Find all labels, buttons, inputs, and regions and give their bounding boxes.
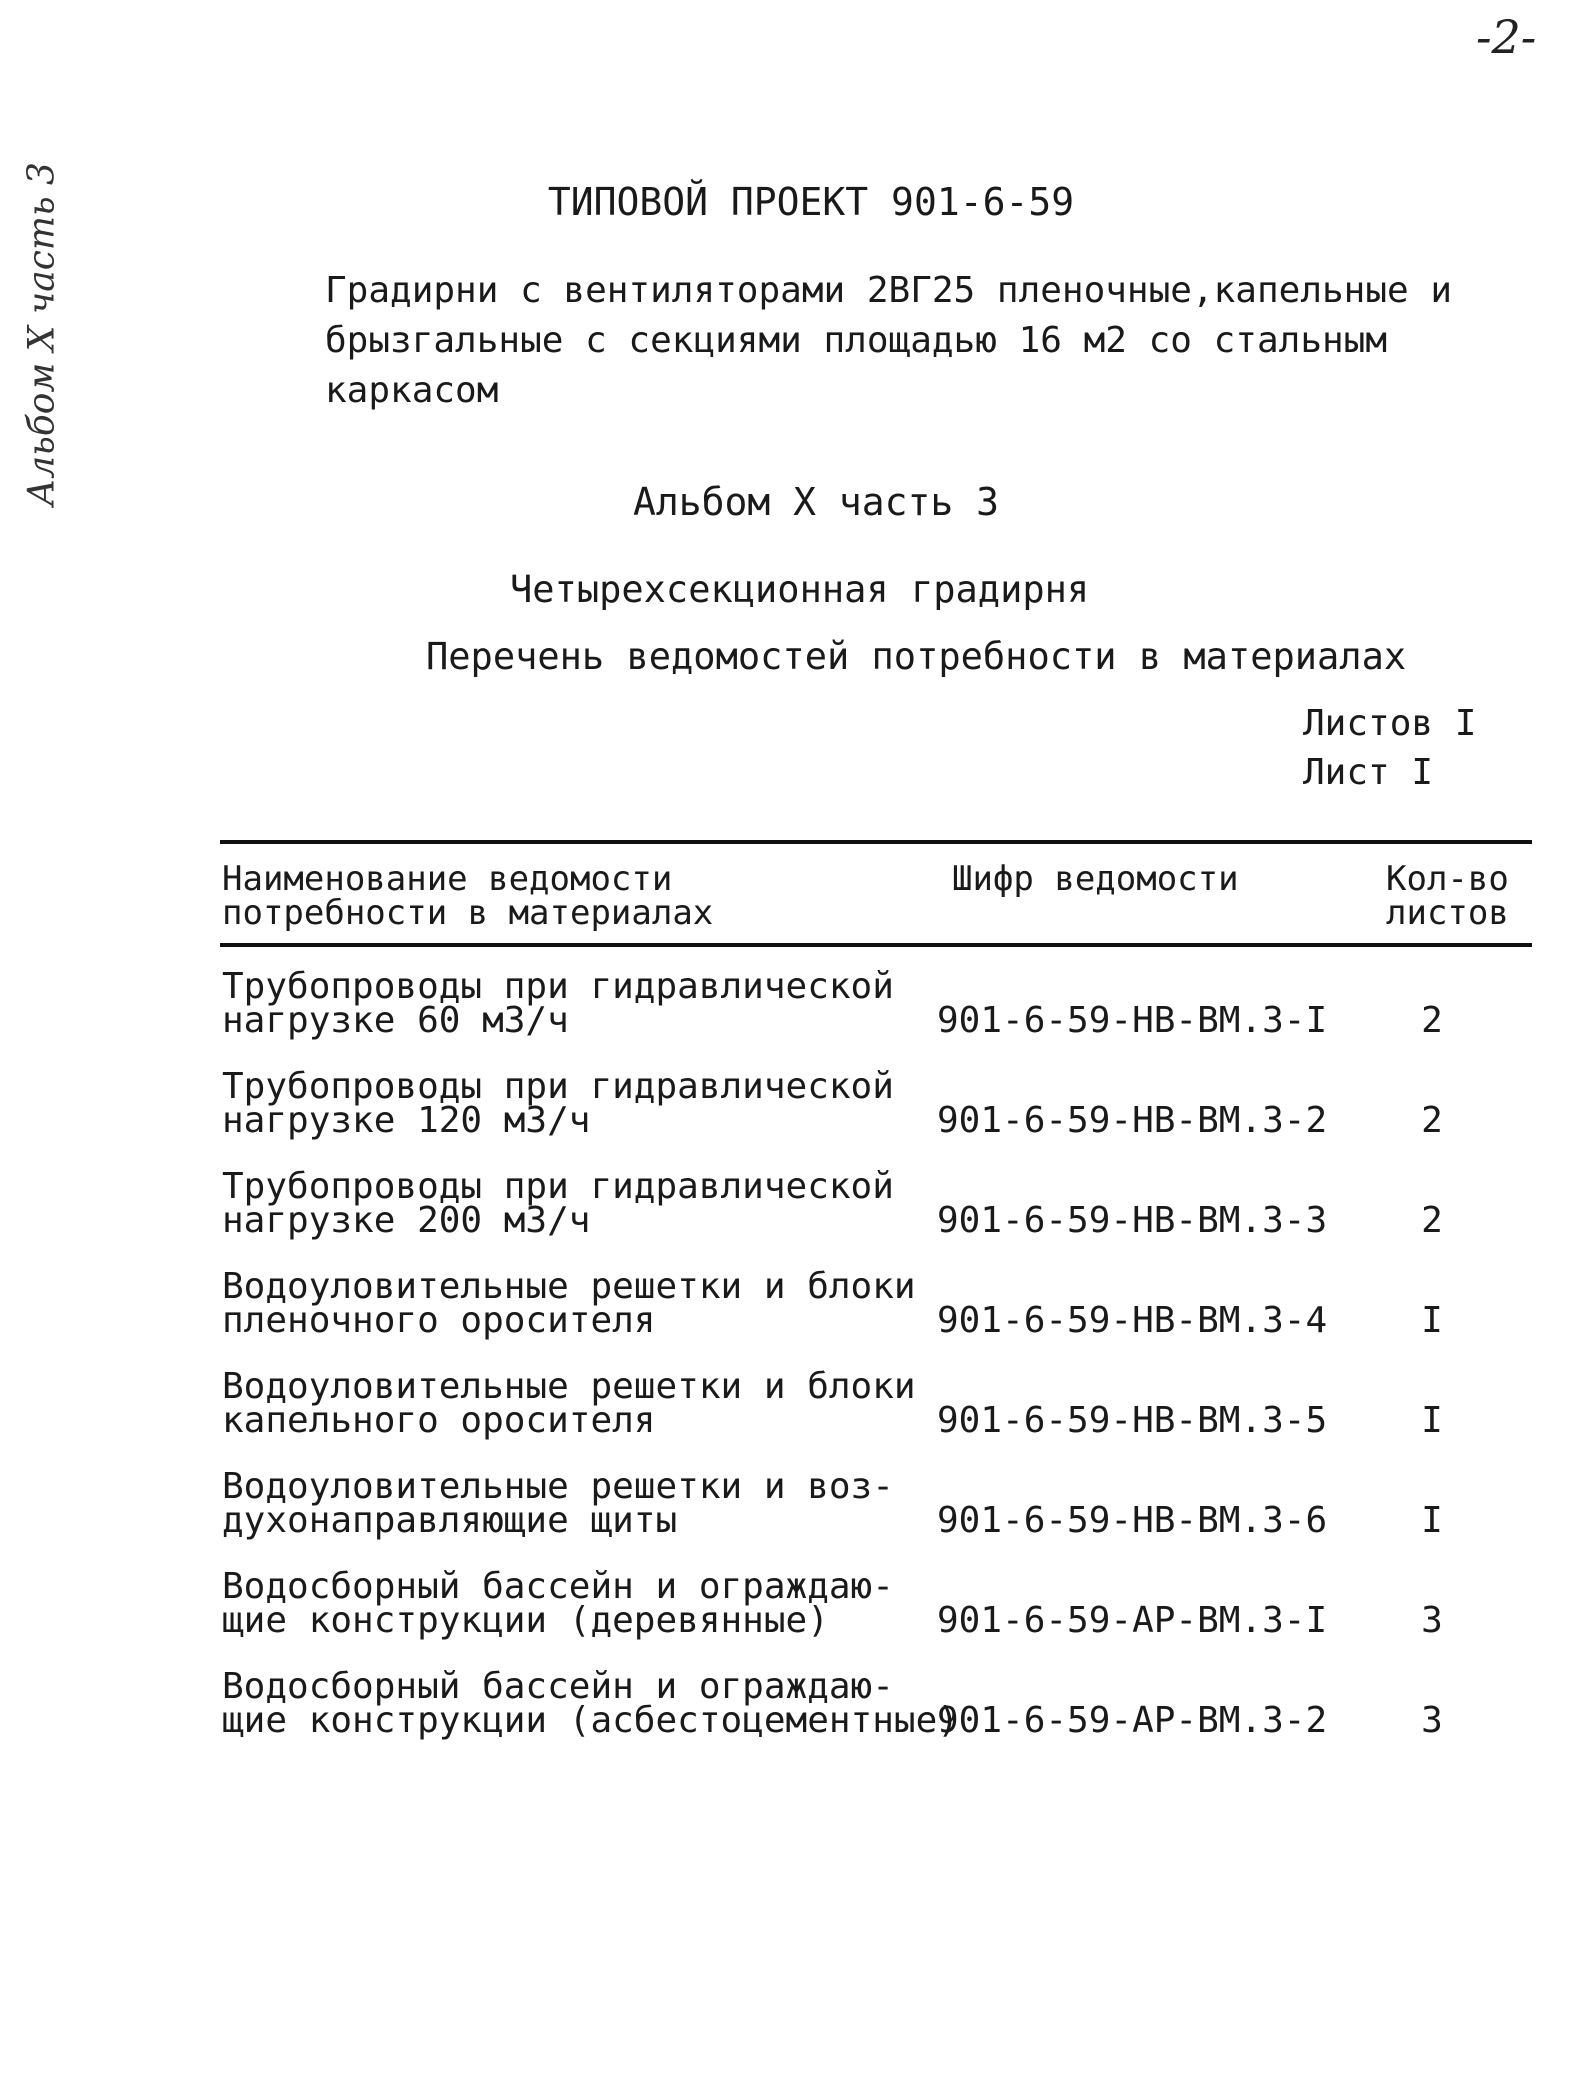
side-margin-note	[12, 162, 72, 506]
table-header-rule	[220, 943, 1532, 947]
row-name-line: щие конструкции (асбестоцементные)	[222, 1700, 959, 1741]
row-name	[222, 1466, 894, 1541]
row-quantity: 3	[1421, 1600, 1443, 1641]
row-name-line: пленочного оросителя	[222, 1300, 656, 1341]
row-name-line: Водосборный бассейн и ограждаю-	[222, 1666, 894, 1707]
document-title	[0, 180, 1592, 224]
row-quantity: I	[1421, 1400, 1443, 1441]
row-name-line: нагрузке 120 м3/ч	[222, 1100, 591, 1141]
row-code: 901-6-59-НВ-ВМ.3-I	[937, 1000, 1328, 1041]
table-row	[222, 1266, 1542, 1370]
column-header-line: листов	[1386, 893, 1509, 933]
row-name-line: нагрузке 200 м3/ч	[222, 1200, 591, 1241]
row-name-line: Водоуловительные решетки и блоки	[222, 1266, 916, 1307]
description-line: каркасом	[325, 370, 499, 411]
row-quantity: 3	[1421, 1700, 1443, 1741]
table-top-rule	[220, 840, 1532, 844]
column-header-line: Наименование ведомости	[222, 859, 673, 899]
row-quantity: 2	[1421, 1100, 1443, 1141]
row-quantity: 2	[1421, 1000, 1443, 1041]
row-name	[222, 1266, 916, 1341]
list-heading: Перечень ведомостей потребности в материалах	[426, 635, 1407, 678]
row-name-line: Трубопроводы при гидравлической	[222, 1166, 894, 1207]
table-row	[222, 1166, 1542, 1270]
table-row	[222, 1466, 1542, 1570]
row-quantity: I	[1421, 1300, 1443, 1341]
row-code: 901-6-59-АР-ВМ.3-I	[937, 1600, 1328, 1641]
row-code: 901-6-59-АР-ВМ.3-2	[937, 1700, 1328, 1741]
table-row	[222, 966, 1542, 1070]
row-name	[222, 1566, 894, 1641]
column-header-line: потребности в материалах	[222, 893, 714, 933]
column-header-line: Шифр ведомости	[952, 859, 1239, 899]
row-name-line: духонаправляющие щиты	[222, 1500, 678, 1541]
row-name	[222, 1366, 916, 1441]
description-line: брызгальные с секциями площадью 16 м2 со стальным	[325, 320, 1388, 361]
row-name-line: Водоуловительные решетки и воз-	[222, 1466, 894, 1507]
row-quantity: 2	[1421, 1200, 1443, 1241]
table-row	[222, 1666, 1542, 1770]
table-row	[222, 1066, 1542, 1170]
sheets-total: Листов I	[1303, 703, 1477, 744]
table-row	[222, 1566, 1542, 1670]
row-name-line: Трубопроводы при гидравлической	[222, 1066, 894, 1107]
column-header-quantity	[1386, 859, 1509, 933]
table-body	[222, 966, 1542, 1770]
column-header-line: Кол-во	[1386, 859, 1509, 899]
row-code: 901-6-59-НВ-ВМ.3-6	[937, 1500, 1328, 1541]
row-name-line: Водосборный бассейн и ограждаю-	[222, 1566, 894, 1607]
row-code: 901-6-59-НВ-ВМ.3-5	[937, 1400, 1328, 1441]
row-name-line: нагрузке 60 м3/ч	[222, 1000, 569, 1041]
row-code: 901-6-59-НВ-ВМ.3-4	[937, 1300, 1328, 1341]
row-name-line: Водоуловительные решетки и блоки	[222, 1366, 916, 1407]
row-name-line: щие конструкции (деревянные)	[222, 1600, 829, 1641]
row-name	[222, 1666, 959, 1741]
row-code: 901-6-59-НВ-ВМ.3-3	[937, 1200, 1328, 1241]
table-row	[222, 1366, 1542, 1470]
row-code: 901-6-59-НВ-ВМ.3-2	[937, 1100, 1328, 1141]
page-number: -2-	[1476, 10, 1537, 64]
row-name-line: капельного оросителя	[222, 1400, 656, 1441]
side-margin-note-text: Альбом X часть 3	[21, 162, 63, 506]
row-name	[222, 966, 894, 1041]
sheet-number: Лист I	[1303, 752, 1434, 793]
column-header-code	[952, 859, 1239, 899]
row-quantity: I	[1421, 1500, 1443, 1541]
album-heading: Альбом X часть 3	[633, 480, 1000, 524]
column-header-name	[222, 859, 714, 933]
section-heading: Четырехсекционная градирня	[510, 568, 1090, 611]
document-title-text: ТИПОВОЙ ПРОЕКТ 901-6-59	[547, 180, 1075, 224]
project-description	[325, 266, 1453, 416]
row-name	[222, 1066, 894, 1141]
row-name-line: Трубопроводы при гидравлической	[222, 966, 894, 1007]
description-line: Градирни с вентиляторами 2ВГ25 пленочные,капельные и	[325, 270, 1453, 311]
row-name	[222, 1166, 894, 1241]
